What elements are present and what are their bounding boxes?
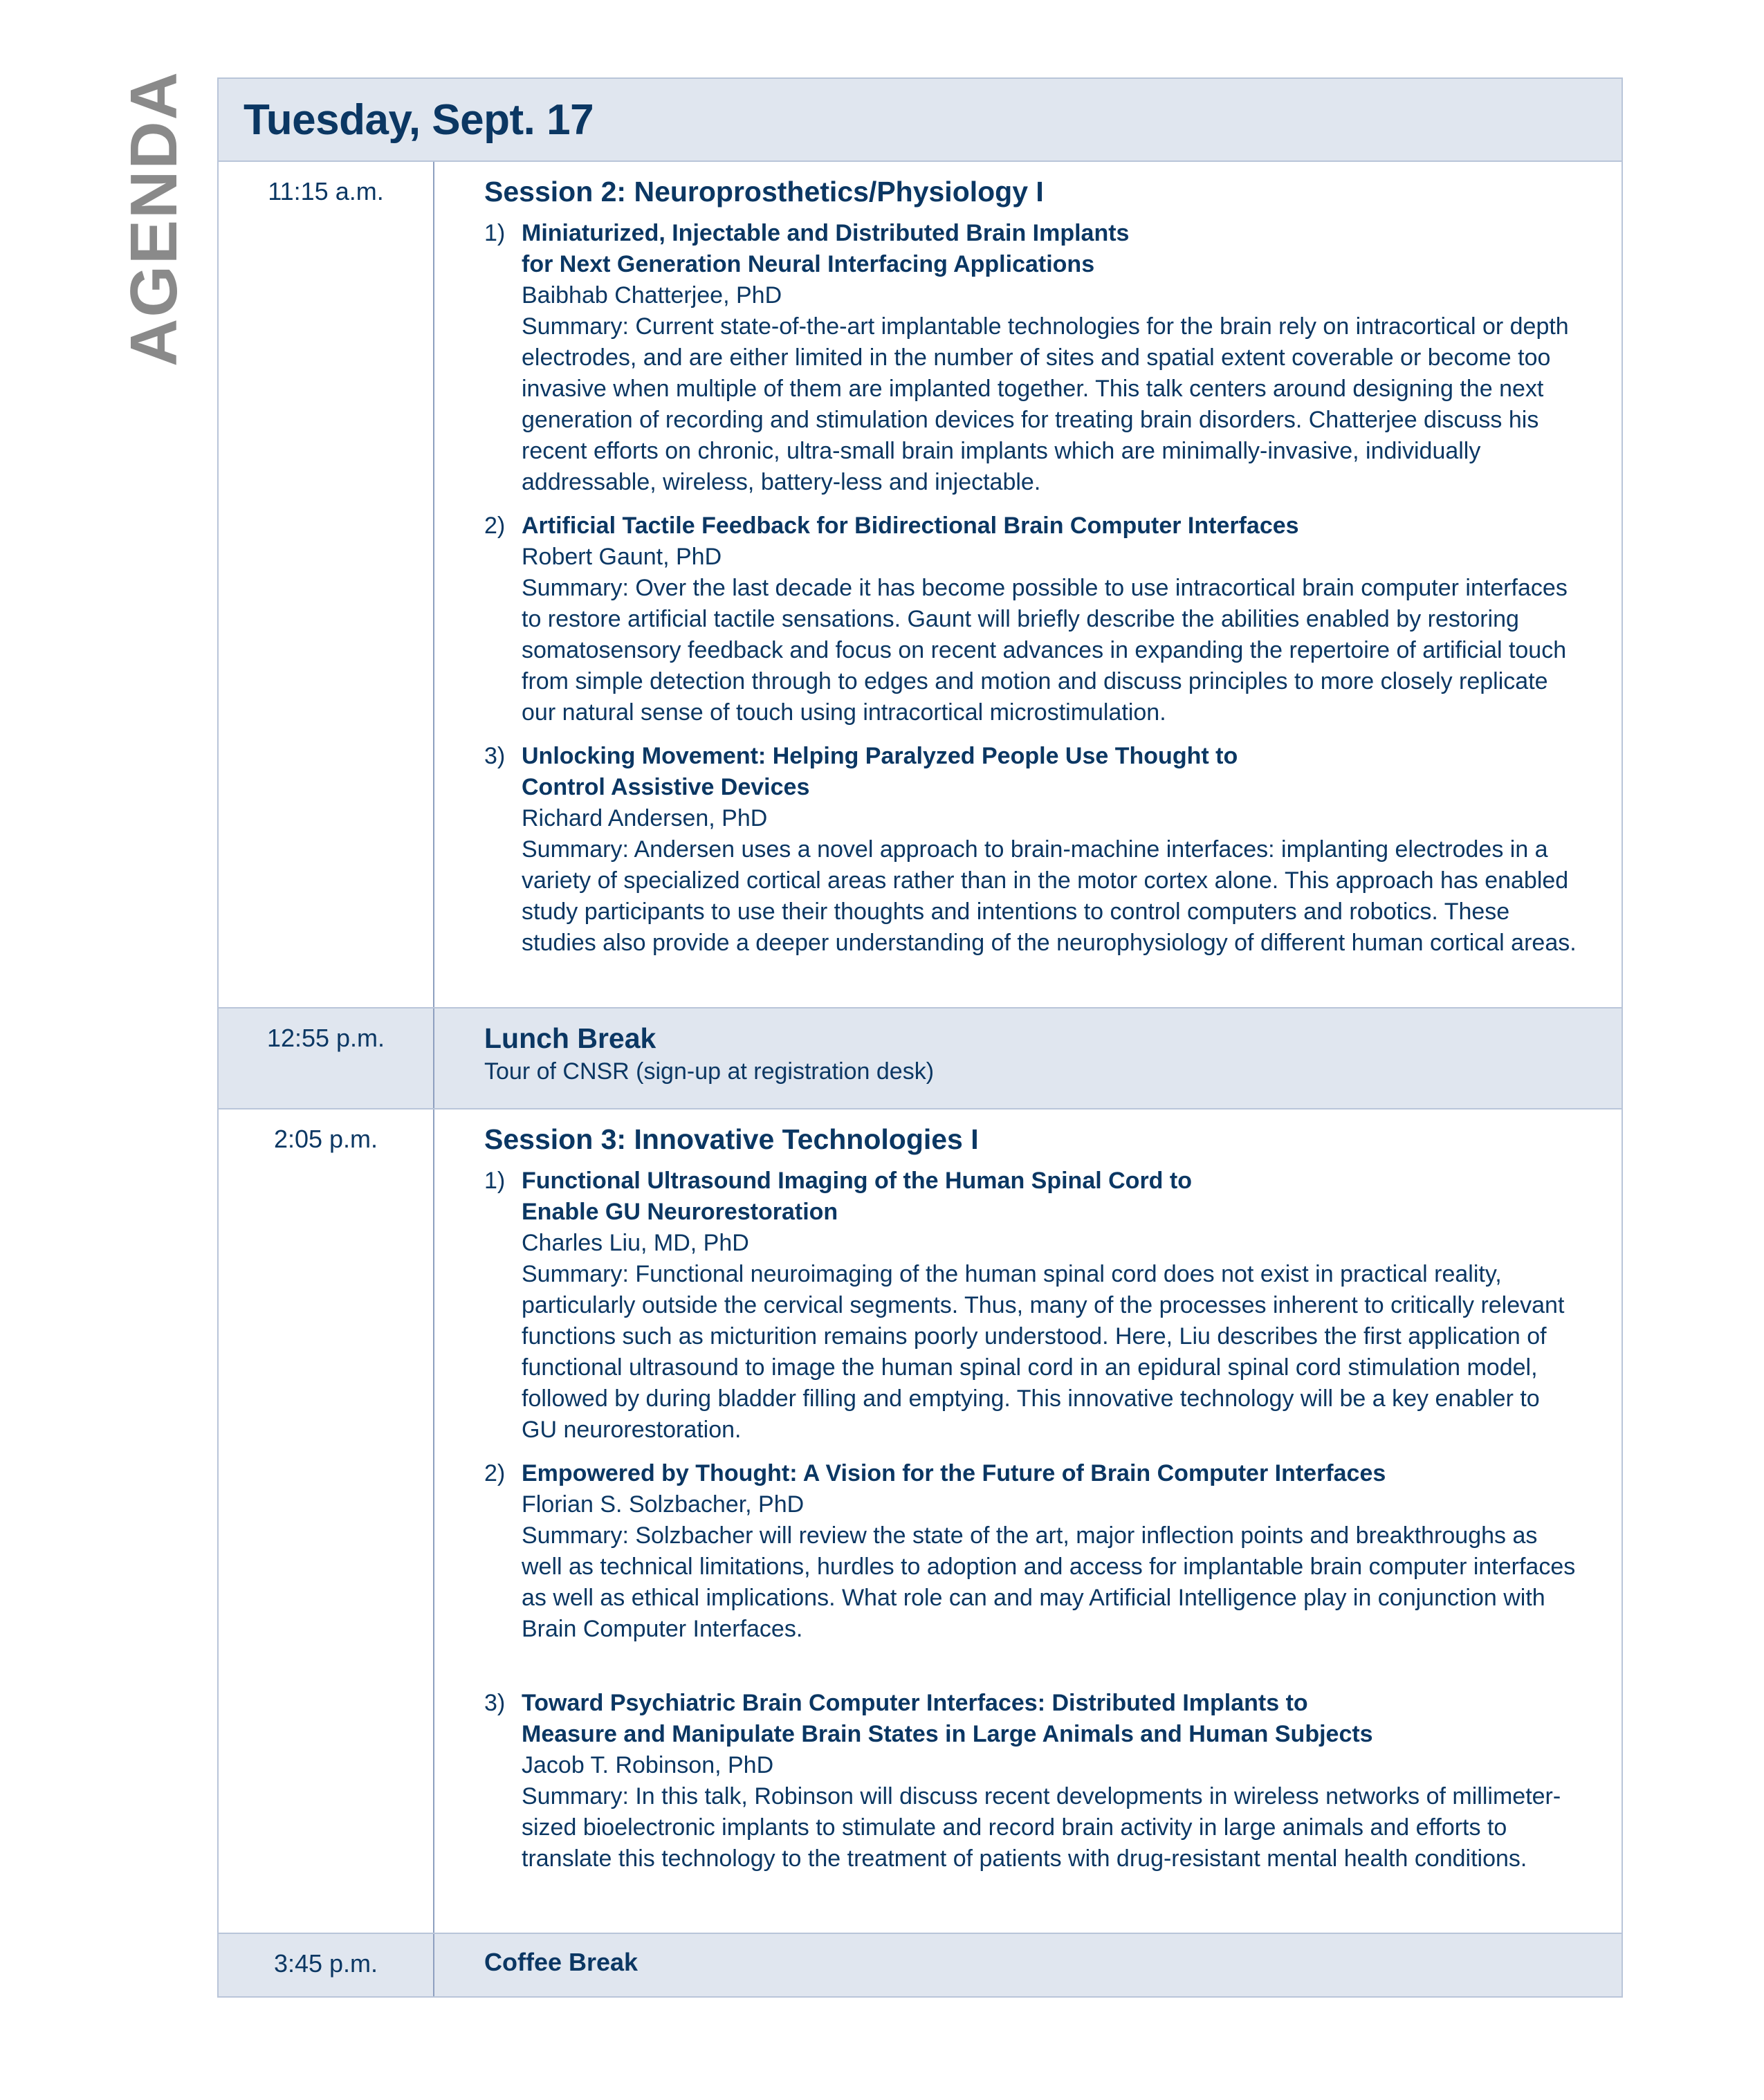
talk-summary: Summary: In this talk, Robinson will discuss recent developments in wireless networks of millimeter-sized bioelectronic implants to stimulate and record brain activity in large animals and efforts to translate this technology to the treatment of patients with drug-resistant mental health conditions.	[522, 1783, 1561, 1872]
agenda-table	[217, 77, 1623, 1998]
talk-number: 2)	[484, 513, 506, 539]
agenda-row-coffee	[219, 1934, 1621, 1996]
talk-speaker: Charles Liu, MD, PhD	[522, 1230, 749, 1256]
agenda-row-session-3	[219, 1109, 1621, 1934]
talk-title: Toward Psychiatric Brain Computer Interfaces: Distributed Implants to Measure and Manipulate Brain States in Large Animals and Human Subjects	[522, 1690, 1373, 1747]
session-title: Coffee Break	[484, 1948, 638, 1976]
time-cell: 3:45 p.m.	[219, 1934, 434, 1996]
agenda-side-label	[117, 70, 191, 367]
talk-title: Functional Ultrasound Imaging of the Human Spinal Cord to Enable GU Neurorestoration	[522, 1168, 1192, 1225]
talk-title: Miniaturized, Injectable and Distributed Brain Implants for Next Generation Neural Interfacing Applications	[522, 220, 1130, 277]
day-header	[219, 79, 1621, 162]
session-content	[434, 1934, 1621, 1996]
talk-speaker: Richard Andersen, PhD	[522, 805, 768, 831]
session-content	[434, 1008, 1621, 1108]
talk-item	[484, 1166, 1580, 1446]
talk-number: 3)	[484, 743, 506, 769]
talk-item	[484, 1458, 1580, 1645]
talk-title: Unlocking Movement: Helping Paralyzed People Use Thought to Control Assistive Devices	[522, 743, 1238, 800]
agenda-label-text: AGENDA	[117, 70, 191, 367]
talk-item	[484, 510, 1580, 728]
talk-item	[484, 218, 1580, 498]
talk-speaker: Baibhab Chatterjee, PhD	[522, 282, 782, 308]
talk-speaker: Florian S. Solzbacher, PhD	[522, 1491, 805, 1518]
spacer	[484, 1657, 1580, 1688]
talk-number: 1)	[484, 1168, 506, 1194]
time-cell: 11:15 a.m.	[219, 162, 434, 1007]
talk-summary: Summary: Solzbacher will review the state of the art, major inflection points and breakthroughs as well as technical limitations, hurdles to adoption and access for implantable brain computer interfaces as well as ethical implications. What role can and may Artificial Intelligence play in conjunction with Brain Computer Interfaces.	[522, 1522, 1576, 1642]
talk-summary: Summary: Over the last decade it has become possible to use intracortical brain computer interfaces to restore artificial tactile sensations. Gaunt will briefly describe the abilities enabled by restoring somatosensory feedback and focus on recent advances in expanding the repertoire of artificial touch from simple detection through to edges and motion and discuss principles to more closely replicate our natural sense of touch using intracortical microstimulation.	[522, 575, 1568, 726]
session-subtitle: Tour of CNSR (sign-up at registration desk)	[484, 1058, 935, 1085]
talk-summary: Summary: Andersen uses a novel approach to brain-machine interfaces: implanting electrodes in a variety of specialized cortical areas rather than in the motor cortex alone. This approach has enabled study participants to use their thoughts and intentions to control computers and robotics. These studies also provide a deeper understanding of the neurophysiology of different human cortical areas.	[522, 836, 1577, 956]
talk-number: 3)	[484, 1690, 506, 1716]
session-title: Lunch Break	[484, 1022, 656, 1054]
session-content	[434, 162, 1621, 1007]
session-title: Session 3: Innovative Technologies I	[484, 1123, 979, 1155]
talk-speaker: Jacob T. Robinson, PhD	[522, 1752, 774, 1778]
time-cell: 2:05 p.m.	[219, 1109, 434, 1933]
talk-summary: Summary: Functional neuroimaging of the human spinal cord does not exist in practical reality, particularly outside the cervical segments. Thus, many of the processes inherent to critically relevant functions such as micturition remains poorly understood. Here, Liu describes the first application of functional ultrasound to image the human spinal cord in an epidural spinal cord stimulation model, followed by during bladder filling and emptying. This innovative technology will be a key enabler to GU neurorestoration.	[522, 1261, 1565, 1443]
talk-speaker: Robert Gaunt, PhD	[522, 544, 722, 570]
talk-number: 1)	[484, 220, 506, 246]
time-cell: 12:55 p.m.	[219, 1008, 434, 1108]
session-title: Session 2: Neuroprosthetics/Physiology I	[484, 176, 1044, 208]
talk-summary: Summary: Current state-of-the-art implantable technologies for the brain rely on intracortical or depth electrodes, and are either limited in the number of sites and spatial extent coverable or become too invasive when multiple of them are implanted together. This talk centers around designing the next generation of recording and stimulation devices for treating brain disorders. Chatterjee discuss his recent efforts on chronic, ultra-small brain implants which are minimally-invasive, individually addressable, wireless, battery-less and injectable.	[522, 313, 1569, 495]
talk-title: Artificial Tactile Feedback for Bidirectional Brain Computer Interfaces	[522, 513, 1299, 539]
talk-title: Empowered by Thought: A Vision for the Future of Brain Computer Interfaces	[522, 1460, 1386, 1486]
talk-item	[484, 741, 1580, 959]
agenda-row-lunch	[219, 1008, 1621, 1109]
session-content	[434, 1109, 1621, 1933]
day-title: Tuesday, Sept. 17	[244, 95, 594, 144]
talk-number: 2)	[484, 1460, 506, 1486]
agenda-row-session-2	[219, 162, 1621, 1008]
talk-item	[484, 1688, 1580, 1875]
